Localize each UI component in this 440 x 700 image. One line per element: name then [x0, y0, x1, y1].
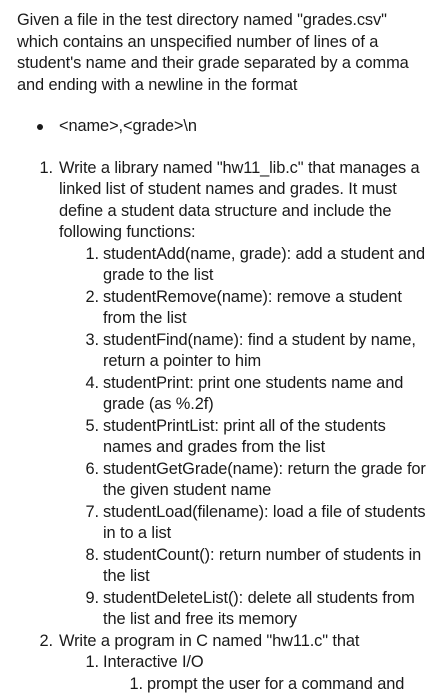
step-item [125, 674, 426, 696]
function-number: 4. [85, 373, 99, 392]
function-text: studentRemove(name): remove a student from the list [103, 287, 402, 327]
function-item [81, 416, 426, 459]
task-text: Write a library named "hw11_lib.c" that manages a linked list of student names and grades. It must define a student data structure and include the following functions: [59, 158, 420, 241]
function-item [81, 244, 426, 287]
task-number: 1. [39, 158, 53, 177]
function-item [81, 545, 426, 588]
step-number: 1. [129, 674, 143, 693]
function-text: studentCount(): return number of students in the list [103, 545, 422, 585]
step-list [103, 674, 426, 696]
function-text: studentFind(name): find a student by name, return a pointer to him [103, 330, 416, 370]
intro-paragraph: Given a file in the test directory named "grades.csv" which contains an unspecified number of lines of a student's name and their grade separated by a comma and ending with a newline in the format [17, 11, 409, 94]
function-item [81, 287, 426, 330]
function-number: 1. [85, 244, 99, 263]
function-number: 8. [85, 545, 99, 564]
function-text: studentLoad(filename): load a file of students in to a list [103, 502, 426, 542]
function-number: 5. [85, 416, 99, 435]
function-number: 3. [85, 330, 99, 349]
subtask-text: Interactive I/O [103, 653, 204, 671]
subtask-number: 1. [85, 653, 99, 671]
task-list [17, 158, 426, 696]
subtask-list [59, 652, 426, 695]
bullet-dot-icon [37, 124, 43, 130]
function-item [81, 502, 426, 545]
function-number: 7. [85, 502, 99, 521]
format-text: <name>,<grade>\n [59, 117, 197, 135]
task-item [17, 631, 426, 696]
function-text: studentAdd(name, grade): add a student and grade to the list [103, 244, 426, 284]
function-item [81, 330, 426, 373]
function-list [59, 244, 426, 631]
function-number: 6. [85, 459, 99, 478]
function-text: studentPrint: print one students name and grade (as %.2f) [103, 373, 404, 413]
function-item [81, 588, 426, 631]
format-bullet-list [17, 116, 426, 138]
task-number: 2. [39, 631, 53, 650]
function-item [81, 459, 426, 502]
task-text: Write a program in C named "hw11.c" that [59, 631, 360, 650]
function-item [81, 373, 426, 416]
function-number: 9. [85, 588, 99, 607]
function-text: studentPrintList: print all of the students names and grades from the list [103, 416, 386, 456]
function-number: 2. [85, 287, 99, 306]
task-item [17, 158, 426, 631]
format-bullet-item [37, 116, 426, 138]
function-text: studentGetGrade(name): return the grade for the given student name [103, 459, 426, 499]
step-text: prompt the user for a command and [147, 674, 405, 693]
function-text: studentDeleteList(): delete all students from the list and free its memory [103, 588, 415, 628]
subtask-item [81, 652, 426, 695]
